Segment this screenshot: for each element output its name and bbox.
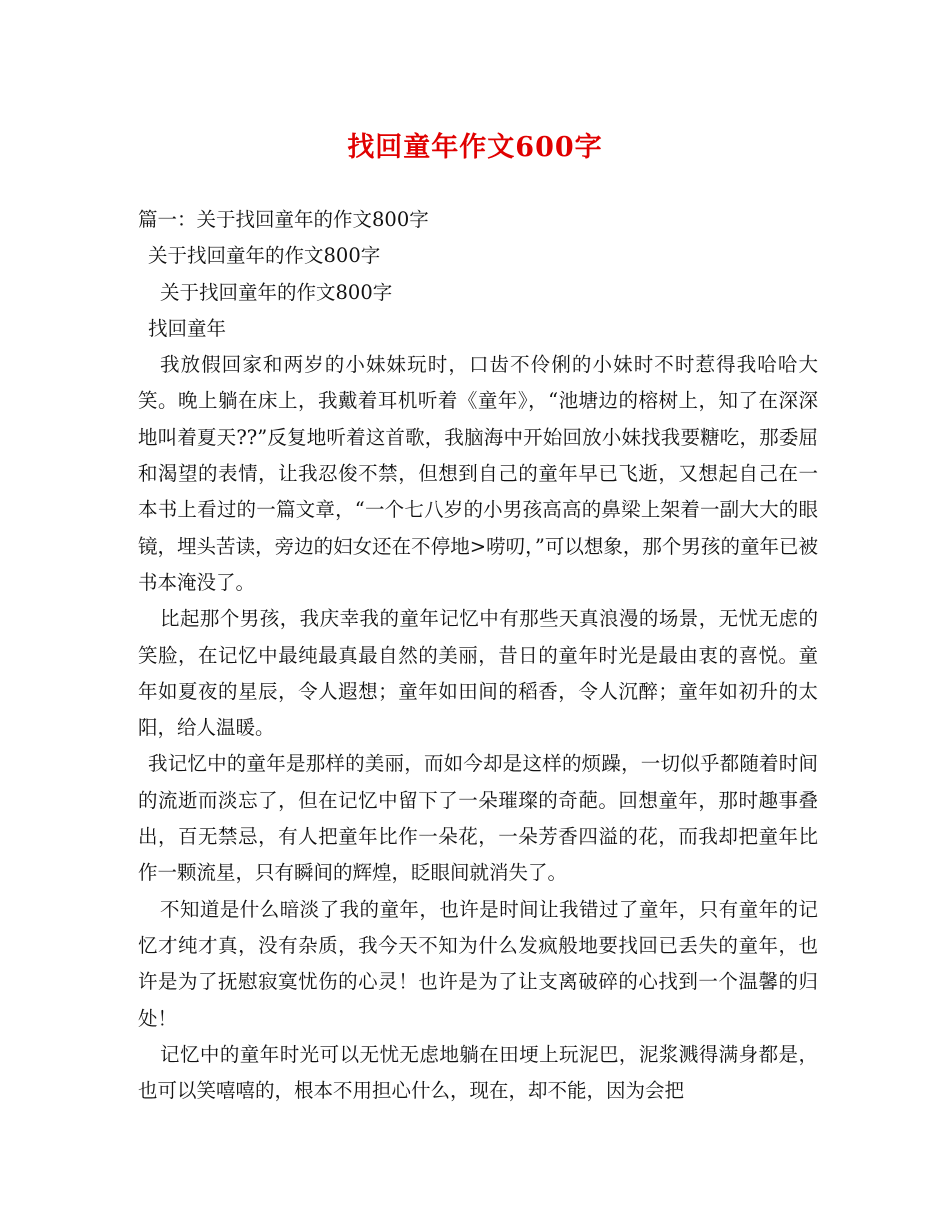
article-heading: 关于找回童年的作文800字 bbox=[148, 244, 381, 268]
paragraph: 我记忆中的童年是那样的美丽，而如今却是这样的烦躁，一切似乎都随着时间的流逝而淡忘了，但在记忆中留下了一朵璀璨的奇葩。回想童年，那时趣事叠出，百无禁忌，有人把童年比作一朵花，一朵芳香四溢的花，而我却把童年比作一颗流星，只有瞬间的辉煌，眨眼间就消失了。 bbox=[138, 752, 818, 885]
document-body bbox=[138, 202, 818, 1109]
paragraph: 比起那个男孩，我庆幸我的童年记忆中有那些天真浪漫的场景，无忧无虑的笑脸，在记忆中最纯最真最自然的美丽，昔日的童年时光是最由衷的喜悦。童年如夏夜的星辰，令人遐想；童年如田间的稻香，令人沉醉；童年如初升的太阳，给人温暖。 bbox=[138, 607, 818, 740]
article-subheading: 关于找回童年的作文800字 bbox=[160, 280, 393, 304]
paragraph: 记忆中的童年时光可以无忧无虑地躺在田埂上玩泥巴，泥浆溅得满身都是，也可以笑嘻嘻的，根本不用担心什么，现在，却不能，因为会把 bbox=[138, 1042, 818, 1103]
section-heading: 篇一：关于找回童年的作文800字 bbox=[138, 208, 429, 231]
paragraph: 不知道是什么暗淡了我的童年，也许是时间让我错过了童年，只有童年的记忆才纯才真，没有杂质，我今天不知为什么发疯般地要找回已丢失的童年，也许是为了抚慰寂寞忧伤的心灵！也许是为了让支离破碎的心找到一个温馨的归处！ bbox=[138, 897, 818, 1030]
essay-title: 找回童年 bbox=[148, 316, 227, 340]
document-title: 找回童年作文600字 bbox=[347, 132, 603, 163]
paragraph: 我放假回家和两岁的小妹妹玩时，口齿不伶俐的小妹时不时惹得我哈哈大笑。晚上躺在床上，我戴着耳机听着《童年》，“池塘边的榕树上，知了在深深地叫着夏天??”反复地听着这首歌，我脑海中开始回放小妹找我要糖吃，那委屈和渴望的表情，让我忍俊不禁，但想到自己的童年早已飞逝，又想起自己在一本书上看过的一篇文章，“一个七八岁的小男孩高高的鼻梁上架着一副大大的眼镜，埋头苦读，旁边的妇女还在不停地>唠叨，”可以想象，那个男孩的童年已被书本淹没了。 bbox=[138, 353, 818, 594]
